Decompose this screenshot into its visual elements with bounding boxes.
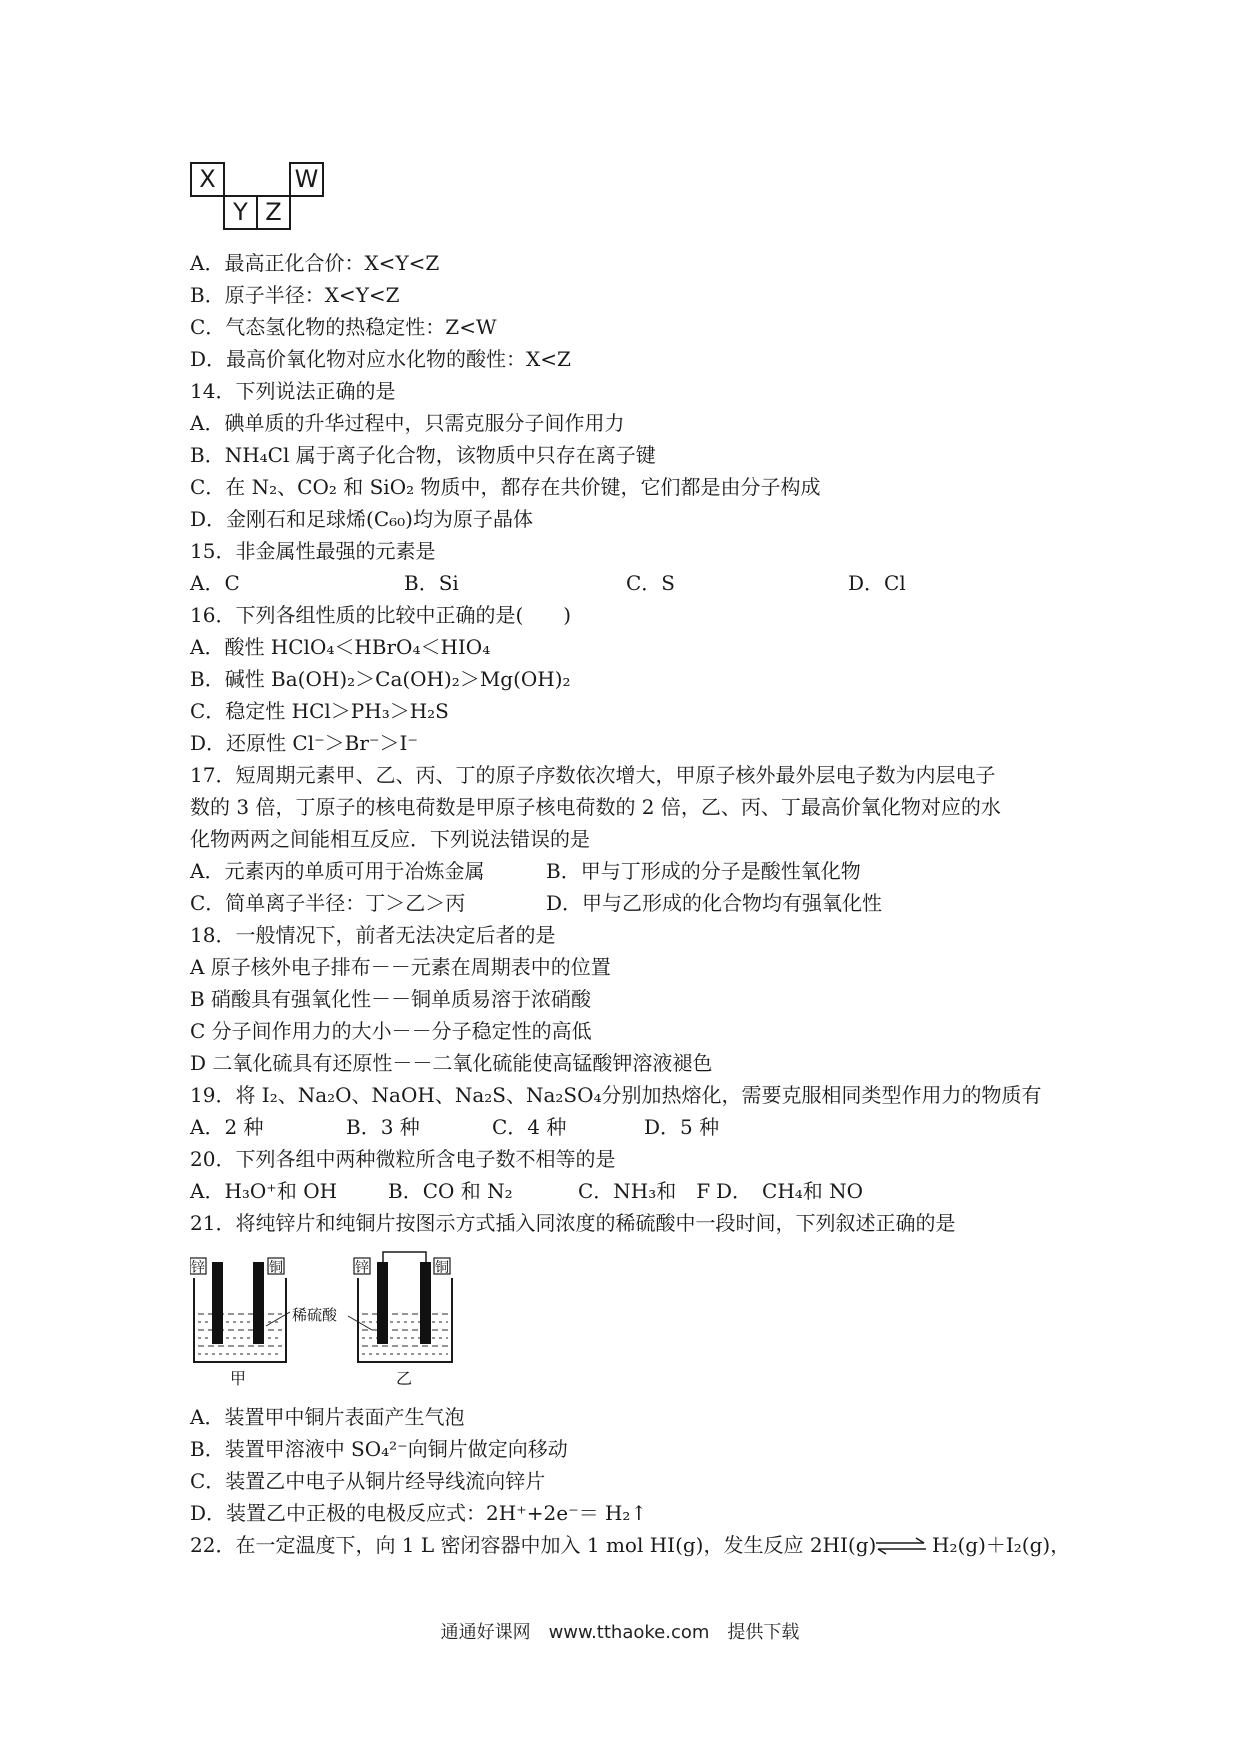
page-footer: 通通好课网 www.tthaoke.com 提供下载	[440, 1622, 800, 1643]
q13-option-a: A．最高正化合价：X<Y<Z	[190, 251, 440, 275]
q21-option-b: B．装置甲溶液中 SO₄²⁻向铜片做定向移动	[190, 1437, 568, 1461]
acid-label: 稀硫酸	[292, 1306, 338, 1324]
q17-stem-line3: 化物两两之间能相互反应．下列说法错误的是	[190, 827, 590, 851]
q15-option-c: C．S	[626, 571, 676, 595]
jia-copper-label: 铜	[269, 1260, 283, 1276]
q19-option-c: C．4 种	[492, 1115, 567, 1139]
q20-option-a: A．H₃O⁺和 OH	[190, 1179, 338, 1203]
cell-w: W	[289, 162, 324, 197]
q20-stem: 20．下列各组中两种微粒所含电子数不相等的是	[190, 1147, 616, 1171]
q13-option-c: C．气态氢化物的热稳定性：Z<W	[190, 315, 497, 339]
yi-zinc-label: 锌	[355, 1260, 369, 1276]
q17-stem-line1: 17．短周期元素甲、乙、丙、丁的原子序数依次增大，甲原子核外最外层电子数为内层电子	[190, 763, 996, 787]
q17-option-b: B．甲与丁形成的分子是酸性氧化物	[546, 859, 861, 883]
cell-y: Y	[223, 195, 258, 230]
q21-stem: 21．将纯锌片和纯铜片按图示方式插入同浓度的稀硫酸中一段时间，下列叙述正确的是	[190, 1211, 956, 1235]
q16-option-a: A．酸性 HClO₄＜HBrO₄＜HIO₄	[190, 635, 491, 659]
jia-zinc-label: 锌	[191, 1260, 205, 1276]
reversible-arrow-icon	[872, 1536, 930, 1556]
q14-option-c: C．在 N₂、CO₂ 和 SiO₂ 物质中，都存在共价键，它们都是由分子构成	[190, 475, 821, 499]
q17-stem-line2: 数的 3 倍，丁原子的核电荷数是甲原子核电荷数的 2 倍，乙、丙、丁最高价氧化物对应的水	[190, 795, 1001, 819]
q21-option-c: C．装置乙中电子从铜片经导线流向锌片	[190, 1469, 546, 1493]
q20-option-c: C．NH₃和 F	[578, 1179, 711, 1203]
q21-option-a: A．装置甲中铜片表面产生气泡	[190, 1405, 465, 1429]
q17-option-c: C．简单离子半径：丁＞乙＞丙	[190, 891, 466, 915]
q16-option-d: D．还原性 Cl⁻＞Br⁻＞I⁻	[190, 731, 418, 755]
q14-option-d: D．金刚石和足球烯(C₆₀)均为原子晶体	[190, 507, 533, 531]
q19-option-d: D．5 种	[644, 1115, 720, 1139]
q13-option-d: D．最高价氧化物对应水化物的酸性：X<Z	[190, 347, 571, 371]
q20-option-b: B．CO 和 N₂	[388, 1179, 513, 1203]
q18-option-d: D 二氧化硫具有还原性－－二氧化硫能使高锰酸钾溶液褪色	[190, 1051, 713, 1075]
q20-option-d: D． CH₄和 NO	[716, 1179, 864, 1203]
q14-stem: 14．下列说法正确的是	[190, 379, 396, 403]
cell-z: Z	[256, 195, 291, 230]
q16-option-c: C．稳定性 HCl＞PH₃＞H₂S	[190, 699, 449, 723]
q21-option-d: D．装置乙中正极的电极反应式：2H⁺+2e⁻＝ H₂↑	[190, 1501, 648, 1525]
q15-option-b: B．Si	[404, 571, 459, 595]
yi-label: 乙	[396, 1369, 413, 1388]
q18-option-b: B 硝酸具有强氧化性－－铜单质易溶于浓硝酸	[190, 987, 592, 1011]
q16-stem: 16．下列各组性质的比较中正确的是( )	[190, 603, 572, 627]
q22-stem-part1: 22．在一定温度下，向 1 L 密闭容器中加入 1 mol HI(g)，发生反应 2HI(g)	[190, 1533, 877, 1557]
q16-option-b: B．碱性 Ba(OH)₂＞Ca(OH)₂＞Mg(OH)₂	[190, 667, 571, 691]
jia-label: 甲	[230, 1369, 247, 1388]
cell-x: X	[190, 162, 225, 197]
q19-stem: 19．将 I₂、Na₂O、NaOH、Na₂S、Na₂SO₄分别加热熔化，需要克服相同类型作用力的物质有	[190, 1083, 1042, 1107]
q21-apparatus-figure	[190, 1250, 490, 1390]
q19-option-a: A．2 种	[190, 1115, 264, 1139]
q15-stem: 15．非金属性最强的元素是	[190, 539, 436, 563]
q13-option-b: B．原子半径：X<Y<Z	[190, 283, 400, 307]
q17-option-d: D．甲与乙形成的化合物均有强氧化性	[546, 891, 883, 915]
q14-option-b: B．NH₄Cl 属于离子化合物，该物质中只存在离子键	[190, 443, 656, 467]
q18-option-a: A 原子核外电子排布－－元素在周期表中的位置	[190, 955, 611, 979]
q17-option-a: A．元素丙的单质可用于冶炼金属	[190, 859, 485, 883]
q14-option-a: A．碘单质的升华过程中，只需克服分子间作用力	[190, 411, 625, 435]
yi-copper-label: 铜	[435, 1260, 449, 1276]
q15-option-a: A．C	[190, 571, 240, 595]
q18-option-c: C 分子间作用力的大小－－分子稳定性的高低	[190, 1019, 592, 1043]
q22-stem-part2: H₂(g)＋I₂(g)，	[932, 1533, 1071, 1557]
q19-option-b: B．3 种	[346, 1115, 420, 1139]
q18-stem: 18．一般情况下，前者无法决定后者的是	[190, 923, 556, 947]
q15-option-d: D．Cl	[848, 571, 906, 595]
